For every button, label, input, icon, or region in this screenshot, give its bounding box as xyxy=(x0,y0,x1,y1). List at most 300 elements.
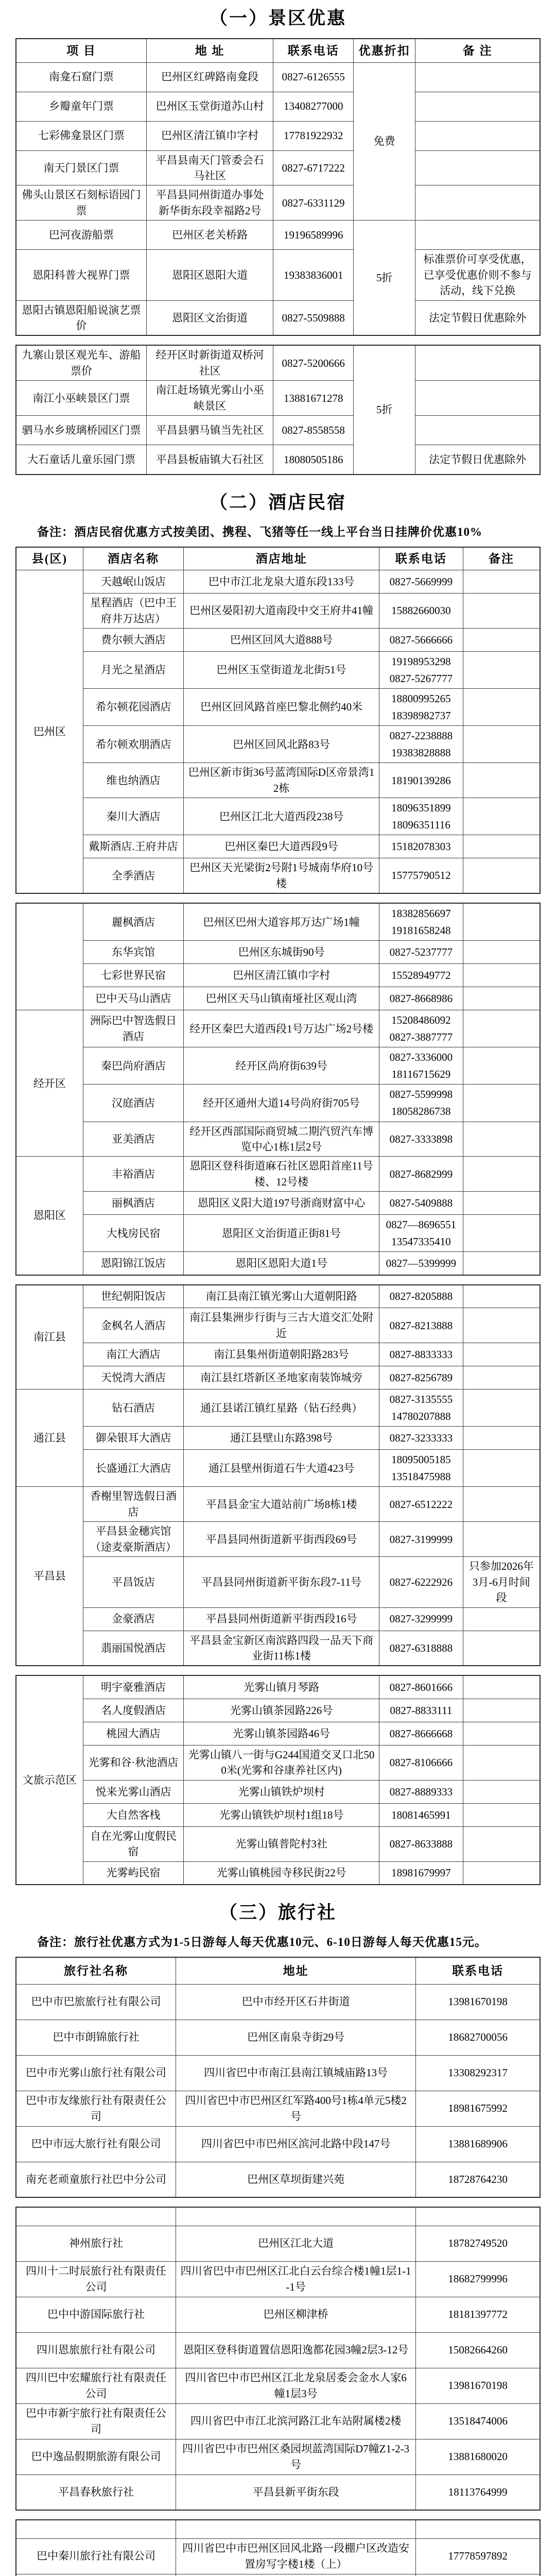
phone-cell: 18981675992 xyxy=(416,2091,540,2126)
phone-line: 0827-8106666 xyxy=(389,1756,453,1769)
phone-cell xyxy=(379,1699,463,1722)
agency-name-cell: 平昌春秋旅行社 xyxy=(16,2475,176,2510)
hotel-name-cell: 秦川大酒店 xyxy=(83,798,183,835)
hotel-name-cell: 洲际巴中智选假日酒店 xyxy=(83,1010,183,1047)
agency-name-cell: 巴中中游国际旅行社 xyxy=(16,2297,176,2332)
phone-line: 18096351899 xyxy=(391,802,451,815)
phone-cell xyxy=(379,1722,463,1745)
phone-cell: 18728764230 xyxy=(416,2162,540,2197)
hotel-name-cell: 金枫名人酒店 xyxy=(83,1308,183,1343)
travel-row xyxy=(16,2538,540,2574)
phone-cell xyxy=(379,1675,463,1699)
phone-line: 0827-6512222 xyxy=(389,1498,453,1511)
remark-cell xyxy=(463,652,540,689)
hotel-row xyxy=(16,1631,540,1666)
remark-cell xyxy=(463,1389,540,1427)
hotel-name-cell: 光雾屿民宿 xyxy=(83,1861,183,1885)
phone-cell: 13881689906 xyxy=(416,2126,540,2162)
hotel-name-cell: 平昌饭店 xyxy=(83,1557,183,1607)
hotel-name-cell: 维也纳酒店 xyxy=(83,763,183,798)
phone-cell: 13981670198 xyxy=(416,1984,540,2020)
hotel-row xyxy=(16,1215,540,1252)
travel-row xyxy=(16,2332,540,2368)
phone-cell: 13881680020 xyxy=(416,2439,540,2475)
address-cell: 巴州区草坝街建兴苑 xyxy=(176,2162,415,2197)
hotel-name-cell: 光雾和谷·秋池酒店 xyxy=(83,1745,183,1780)
remark-cell xyxy=(415,121,540,150)
phone-cell: 18181397772 xyxy=(416,2297,540,2332)
hotel-name-cell: 香榭里智选假日酒店 xyxy=(83,1487,183,1522)
phone-cell xyxy=(379,1487,463,1522)
address-cell: 巴州区江北大道 xyxy=(176,2226,415,2261)
address-cell: 平昌县同州街道办事处新华街东段幸福路2号 xyxy=(146,185,273,221)
column-header: 项 目 xyxy=(16,39,146,62)
phone-line: 18096351116 xyxy=(391,818,450,831)
address-cell: 巴州区清江镇巾字村 xyxy=(146,121,273,150)
hotel-row xyxy=(16,1047,540,1084)
address-cell: 四川省巴中市巴州区江北白云台综合楼1幢1层1-1-1号 xyxy=(176,2261,415,2297)
address-cell: 恩阳区登科街道置信恩阳逸都花园3幢2层3-12号 xyxy=(176,2332,415,2368)
remark-cell xyxy=(463,570,540,594)
hotel-name-cell: 戴斯酒店.王府井店 xyxy=(83,835,183,858)
address-cell: 平昌县新平街东段 xyxy=(176,2475,415,2510)
phone-cell xyxy=(379,1157,463,1192)
hotel-row xyxy=(16,1699,540,1722)
item-cell: 南龛石窟门票 xyxy=(16,62,146,92)
remark-cell xyxy=(463,1285,540,1308)
phone-cell: 19383836001 xyxy=(273,250,354,300)
address-cell: 四川省巴中市巴州区回风北路一段棚户区改造安置房写字楼1楼（上） xyxy=(176,2538,415,2574)
travel-note: 备注：旅行社优惠方式为1-5日游每人每天优惠10元、6-10日游每人每天优惠15元。 xyxy=(37,1936,487,1949)
travel-table-3 xyxy=(15,2519,541,2576)
phone-cell: 13408277000 xyxy=(273,92,354,121)
travel-row xyxy=(16,2475,540,2510)
address-cell: 恩阳区登科街道麻石社区恩阳首座11号楼、12号楼 xyxy=(184,1157,379,1192)
address-cell: 巴州区回风大道888号 xyxy=(184,629,379,652)
travel-row xyxy=(16,2055,540,2091)
phone-line: 19383828888 xyxy=(391,746,451,759)
column-header: 优惠折扣 xyxy=(354,39,415,62)
agency-name-cell: 四川十二时辰旅行社有限责任公司 xyxy=(16,2261,176,2297)
phone-cell: 17781922932 xyxy=(273,121,354,150)
address-cell: 南江县红塔新区圣地家南装饰城旁 xyxy=(184,1366,379,1389)
hotel-name-cell: 丰裕酒店 xyxy=(83,1157,183,1192)
hotel-tables xyxy=(0,547,556,1885)
hotel-name-cell: 星程酒店（巴中王府井万达店） xyxy=(83,594,183,629)
phone-cell xyxy=(379,1826,463,1861)
address-cell: 光雾山镇茶园路226号 xyxy=(184,1699,379,1722)
agency-name-cell: 巴中市巴旅旅行社有限公司 xyxy=(16,1984,176,2020)
column-header: 备 注 xyxy=(415,39,540,62)
scenic-table-1 xyxy=(15,38,541,336)
address-cell: 通江县诺江镇红星路（钻石经典） xyxy=(184,1389,379,1427)
hotel-name-cell: 希尔顿欢朋酒店 xyxy=(83,726,183,763)
agency-name-cell: 南充老顽童旅行社巴中分公司 xyxy=(16,2162,176,2197)
phone-cell xyxy=(379,629,463,652)
phone-line: 0827-2238888 xyxy=(389,730,453,742)
phone-cell xyxy=(379,858,463,893)
address-cell: 平昌县板庙镇大石社区 xyxy=(146,445,273,474)
agency-name-cell: 巴中市光雾山旅行社有限公司 xyxy=(16,2055,176,2091)
remark-cell xyxy=(463,903,540,941)
phone-cell xyxy=(379,1215,463,1252)
phone-line: 0827-6222926 xyxy=(389,1575,453,1588)
hotel-row xyxy=(16,1803,540,1826)
address-cell: 光雾山镇桃园寺移民街22号 xyxy=(184,1861,379,1885)
region-cell: 通江县 xyxy=(16,1389,83,1487)
phone-cell: 19196589996 xyxy=(273,221,354,250)
hotel-row xyxy=(16,1722,540,1745)
address-cell: 南江县南江镇光雾山大道朝阳路 xyxy=(184,1285,379,1308)
phone-cell xyxy=(379,1427,463,1450)
discount-cell: 免费 xyxy=(354,62,415,221)
header-row xyxy=(16,39,540,62)
item-cell: 巴河夜游船票 xyxy=(16,221,146,250)
hotel-row xyxy=(16,1607,540,1631)
address-cell: 巴州区柳津桥 xyxy=(176,2297,415,2332)
remark-cell xyxy=(463,987,540,1010)
hotel-row xyxy=(16,835,540,858)
address-cell: 通江县壁山东路398号 xyxy=(184,1427,379,1450)
phone-cell xyxy=(379,964,463,987)
address-cell: 光雾山镇八一街与G244国道交叉口北500米(光雾和谷康养社区内) xyxy=(184,1745,379,1780)
address-cell xyxy=(176,2207,415,2226)
phone-line: 18190139286 xyxy=(391,774,451,787)
phone-line: 0827-5666666 xyxy=(389,633,453,646)
phone-cell xyxy=(379,726,463,763)
address-cell: 巴州区回风北路83号 xyxy=(184,726,379,763)
address-cell: 通江县壁州街道石牛大道423号 xyxy=(184,1450,379,1487)
travel-table-1 xyxy=(15,1957,541,2198)
address-cell: 光雾山镇普陀村3社 xyxy=(184,1826,379,1861)
address-cell: 巴州区回风路首座巴黎北侧约40米 xyxy=(184,689,379,726)
phone-cell xyxy=(379,1010,463,1047)
hotel-name-cell: 世纪朝阳饭店 xyxy=(83,1285,183,1308)
address-cell: 光雾山镇月琴路 xyxy=(184,1675,379,1699)
scenic-section-title: （一）景区优惠 xyxy=(209,8,346,28)
hotel-row xyxy=(16,941,540,964)
phone-cell xyxy=(379,689,463,726)
hotel-name-cell: 麗枫酒店 xyxy=(83,903,183,941)
hotel-name-cell: 天越岷山饭店 xyxy=(83,570,183,594)
phone-cell xyxy=(379,1631,463,1666)
travel-row xyxy=(16,2574,540,2576)
address-cell: 南江县集洲步行街与三古大道交汇处附近 xyxy=(184,1308,379,1343)
agency-name-cell: 神州旅行社 xyxy=(16,2226,176,2261)
remark-cell: 法定节假日优惠除外 xyxy=(415,300,540,335)
travel-row xyxy=(16,2126,540,2162)
address-cell: 恩阳区文治街道 xyxy=(146,300,273,335)
hotel-row xyxy=(16,1557,540,1607)
remark-cell xyxy=(463,1427,540,1450)
address-cell: 光雾山镇铁炉坝村 xyxy=(184,1780,379,1803)
address-cell: 平昌县金宝新区南滨路四段一品天下商业街11栋1楼 xyxy=(184,1631,379,1666)
address-cell xyxy=(176,2574,415,2576)
item-cell: 恩阳古镇恩阳船说演艺票价 xyxy=(16,300,146,335)
remark-cell xyxy=(463,1252,540,1275)
column-header: 联系电话 xyxy=(273,39,354,62)
remark-cell xyxy=(415,150,540,185)
hotel-name-cell: 悦来光雾山酒店 xyxy=(83,1780,183,1803)
phone-line: 18800995265 xyxy=(391,692,451,705)
hotel-row xyxy=(16,1389,540,1427)
remark-cell xyxy=(463,1631,540,1666)
hotel-row xyxy=(16,798,540,835)
travel-empty-row xyxy=(16,2520,540,2538)
phone-cell: 0827-5200666 xyxy=(273,345,354,380)
phone-cell xyxy=(379,1803,463,1826)
address-cell: 巴州区玉堂街道龙北街51号 xyxy=(184,652,379,689)
scenic-row xyxy=(16,445,540,474)
address-cell: 四川省巴中市巴州区桑园坝蓝湾国际D7幢Z1-2-3号 xyxy=(176,2439,415,2475)
remark-cell xyxy=(415,62,540,92)
item-cell: 佛头山景区石刻标语园门票 xyxy=(16,185,146,221)
travel-row xyxy=(16,2091,540,2126)
hotel-name-cell: 大自然客栈 xyxy=(83,1803,183,1826)
hotel-table-3 xyxy=(15,1284,541,1667)
phone-line: 18398982737 xyxy=(391,709,451,722)
phone-cell xyxy=(379,763,463,798)
phone-line: 15528949772 xyxy=(391,969,451,981)
phone-cell xyxy=(379,1122,463,1157)
phone-cell xyxy=(416,2207,540,2226)
remark-cell xyxy=(463,1607,540,1631)
hotel-name-cell: 自在光雾山度假民宿 xyxy=(83,1826,183,1861)
hotel-row xyxy=(16,858,540,893)
phone-cell xyxy=(379,903,463,941)
scenic-row xyxy=(16,185,540,221)
hotel-name-cell: 天悦湾大酒店 xyxy=(83,1366,183,1389)
hotel-row xyxy=(16,689,540,726)
phone-line: 0827-8666668 xyxy=(389,1727,453,1740)
address-cell: 巴州区老关桥路 xyxy=(146,221,273,250)
travel-row xyxy=(16,2162,540,2197)
remark-cell xyxy=(463,763,540,798)
phone-line: 18095005185 xyxy=(391,1453,451,1466)
agency-name-cell: 巴中市新宇旅行社有限责任公司 xyxy=(16,2403,176,2439)
hotel-row xyxy=(16,1157,540,1192)
remark-cell xyxy=(463,1487,540,1522)
hotel-name-cell: 钻石酒店 xyxy=(83,1389,183,1427)
address-cell: 平昌县南天门管委会石马社区 xyxy=(146,150,273,185)
region-cell: 南江县 xyxy=(16,1285,83,1389)
column-header: 县(区) xyxy=(16,547,83,570)
hotel-name-cell: 恩阳锦江饭店 xyxy=(83,1252,183,1275)
agency-name-cell: 四川巴中宏耀旅行社有限责任公司 xyxy=(16,2368,176,2403)
address-cell: 经开区秦巴大道西段1号万达广场2号楼 xyxy=(184,1010,379,1047)
agency-name-cell: 巴中秦川旅行社有限公司 xyxy=(16,2538,176,2574)
agency-name-cell: 巴中市远大旅行社有限公司 xyxy=(16,2126,176,2162)
phone-line: 18081465991 xyxy=(391,1808,451,1821)
remark-cell xyxy=(463,964,540,987)
hotel-row xyxy=(16,629,540,652)
hotel-row xyxy=(16,1252,540,1275)
column-header: 备注 xyxy=(463,547,540,570)
phone-cell xyxy=(379,1366,463,1389)
phone-line: 0827-3233333 xyxy=(389,1432,453,1445)
remark-cell xyxy=(463,726,540,763)
address-cell: 巴州区南泉寺街29号 xyxy=(176,2020,415,2055)
phone-cell xyxy=(379,1389,463,1427)
hotel-row xyxy=(16,1780,540,1803)
agency-name-cell xyxy=(16,2574,176,2576)
scenic-row xyxy=(16,121,540,150)
phone-line: 0827-3333898 xyxy=(389,1132,453,1145)
phone-cell xyxy=(379,1745,463,1780)
address-cell: 巴州区秦巴大道西段9号 xyxy=(184,835,379,858)
travel-row xyxy=(16,2297,540,2332)
address-cell xyxy=(176,2520,415,2538)
phone-line: 0827-8601666 xyxy=(389,1681,453,1693)
phone-line: 0827-8256789 xyxy=(389,1371,453,1384)
hotel-row xyxy=(16,1522,540,1557)
remark-cell xyxy=(415,416,540,445)
hotel-row xyxy=(16,1285,540,1308)
phone-line: 0827-3135555 xyxy=(389,1393,453,1406)
travel-row xyxy=(16,2439,540,2475)
phone-line: 15882660030 xyxy=(391,604,451,617)
hotel-name-cell: 大栈房民宿 xyxy=(83,1215,183,1252)
hotel-row xyxy=(16,652,540,689)
phone-line: 0827-3336000 xyxy=(389,1051,453,1064)
scenic-tables xyxy=(0,38,556,475)
remark-cell xyxy=(415,381,540,416)
address-cell: 巴州区天光梁街2号附1号城南华府10号楼 xyxy=(184,858,379,893)
phone-cell: 18682700056 xyxy=(416,2020,540,2055)
travel-row xyxy=(16,2020,540,2055)
hotel-table-1 xyxy=(15,547,541,894)
address-cell: 平昌县同州街道新平街西段16号 xyxy=(184,1607,379,1631)
address-cell: 南江赶场镇光雾山小巫峡景区 xyxy=(146,381,273,416)
remark-cell xyxy=(463,1122,540,1157)
column-header: 联系电话 xyxy=(379,547,463,570)
remark-cell xyxy=(463,1826,540,1861)
hotel-row xyxy=(16,1084,540,1122)
phone-line: 0827-6318888 xyxy=(389,1641,453,1654)
remark-cell xyxy=(415,185,540,221)
phone-cell: 13518474006 xyxy=(416,2403,540,2439)
phone-line: 13518475988 xyxy=(391,1470,451,1483)
region-cell: 平昌县 xyxy=(16,1487,83,1666)
address-cell: 巴州区天马山镇南垭社区观山湾 xyxy=(184,987,379,1010)
phone-line: 19198953298 xyxy=(391,655,451,668)
column-header: 地址 xyxy=(176,1957,415,1984)
phone-cell xyxy=(379,1047,463,1084)
remark-cell xyxy=(463,1861,540,1885)
address-cell: 巴州区晏阳初大道南段中交王府井41幢 xyxy=(184,594,379,629)
hotel-name-cell: 平昌县金穗宾馆（途麦豪斯酒店） xyxy=(83,1522,183,1557)
region-cell: 巴州区 xyxy=(16,570,83,894)
remark-cell xyxy=(463,1675,540,1699)
phone-cell: 17778597892 xyxy=(416,2538,540,2574)
travel-row xyxy=(16,2368,540,2403)
item-cell: 南天门景区门票 xyxy=(16,150,146,185)
phone-cell: 0827-8558558 xyxy=(273,416,354,445)
phone-line: 0827-5267777 xyxy=(389,672,453,685)
hotel-note: 备注：酒店民宿优惠方式按美团、携程、飞猪等任一线上平台当日挂牌价优惠10% xyxy=(37,525,482,538)
phone-cell xyxy=(416,2574,540,2576)
remark-cell xyxy=(463,629,540,652)
item-cell: 七彩佛龛景区门票 xyxy=(16,121,146,150)
remark-cell xyxy=(463,1745,540,1780)
column-header: 地 址 xyxy=(146,39,273,62)
phone-line: 0827-8668986 xyxy=(389,992,453,1005)
remark-cell xyxy=(463,1450,540,1487)
phone-line: 0827-5599998 xyxy=(389,1088,453,1101)
phone-line: 0827-8213888 xyxy=(389,1319,453,1332)
remark-cell xyxy=(463,941,540,964)
phone-line: 18116715629 xyxy=(391,1067,451,1080)
phone-line: 18382856697 xyxy=(391,907,451,920)
hotel-name-cell: 翡丽国悦酒店 xyxy=(83,1631,183,1666)
address-cell: 巴州区新市街36号蓝湾国际D区帝景湾12栋 xyxy=(184,763,379,798)
address-cell: 四川省巴中市巴州区红军路400号1栋4单元5楼2号 xyxy=(176,2091,415,2126)
remark-cell: 只参加2026年3月-6月时间段 xyxy=(463,1557,540,1607)
hotel-table-2 xyxy=(15,903,541,1276)
phone-cell xyxy=(379,987,463,1010)
travel-row xyxy=(16,1984,540,2020)
phone-cell xyxy=(379,1252,463,1275)
header-row xyxy=(16,547,540,570)
phone-cell xyxy=(379,1607,463,1631)
phone-cell xyxy=(379,1522,463,1557)
remark-cell xyxy=(463,594,540,629)
phone-cell xyxy=(379,594,463,629)
phone-line: 15182078303 xyxy=(391,840,451,853)
hotel-row xyxy=(16,1675,540,1699)
scenic-row xyxy=(16,345,540,380)
hotel-name-cell: 金豪酒店 xyxy=(83,1607,183,1631)
address-cell: 巴州区东城街90号 xyxy=(184,941,379,964)
remark-cell xyxy=(463,1308,540,1343)
remark-cell xyxy=(415,221,540,250)
phone-cell xyxy=(379,798,463,835)
hotel-row xyxy=(16,1487,540,1522)
phone-line: 18058286738 xyxy=(391,1105,451,1118)
agency-name-cell xyxy=(16,2207,176,2226)
phone-line: 19181658248 xyxy=(391,924,451,937)
address-cell: 恩阳区恩阳大道1号 xyxy=(184,1252,379,1275)
address-cell: 平昌县同州街道新平街西段69号 xyxy=(184,1522,379,1557)
hotel-name-cell: 明宇豪雅酒店 xyxy=(83,1675,183,1699)
phone-cell: 0827-5509888 xyxy=(273,300,354,335)
phone-cell xyxy=(379,1780,463,1803)
remark-cell xyxy=(463,689,540,726)
hotel-row xyxy=(16,903,540,941)
region-cell: 恩阳区 xyxy=(16,1157,83,1275)
address-cell: 南江县集州街道朝阳路283号 xyxy=(184,1343,379,1366)
hotel-name-cell: 御朵银耳大酒店 xyxy=(83,1427,183,1450)
phone-line: 18981679997 xyxy=(391,1867,451,1879)
address-cell: 巴州区巴州大道容邦万达广场1幢 xyxy=(184,903,379,941)
hotel-name-cell: 费尔顿大酒店 xyxy=(83,629,183,652)
phone-cell xyxy=(379,1343,463,1366)
phone-cell: 18080505186 xyxy=(273,445,354,474)
phone-cell xyxy=(379,1285,463,1308)
address-cell: 巴州区玉堂街道苏山村 xyxy=(146,92,273,121)
phone-line: 0827-5237777 xyxy=(389,946,453,958)
phone-line: 0827-3199999 xyxy=(389,1533,453,1546)
remark-cell xyxy=(463,1366,540,1389)
address-cell: 四川省巴中市巴州区江北龙泉居委会金水人家6幢1层3号 xyxy=(176,2368,415,2403)
travel-row xyxy=(16,2261,540,2297)
hotel-name-cell: 名人度假酒店 xyxy=(83,1699,183,1722)
remark-cell xyxy=(463,1522,540,1557)
phone-line: 0827-8833111 xyxy=(390,1704,453,1717)
remark-cell xyxy=(463,1010,540,1047)
phone-line: 0827-8205888 xyxy=(389,1290,453,1303)
remark-cell xyxy=(415,92,540,121)
